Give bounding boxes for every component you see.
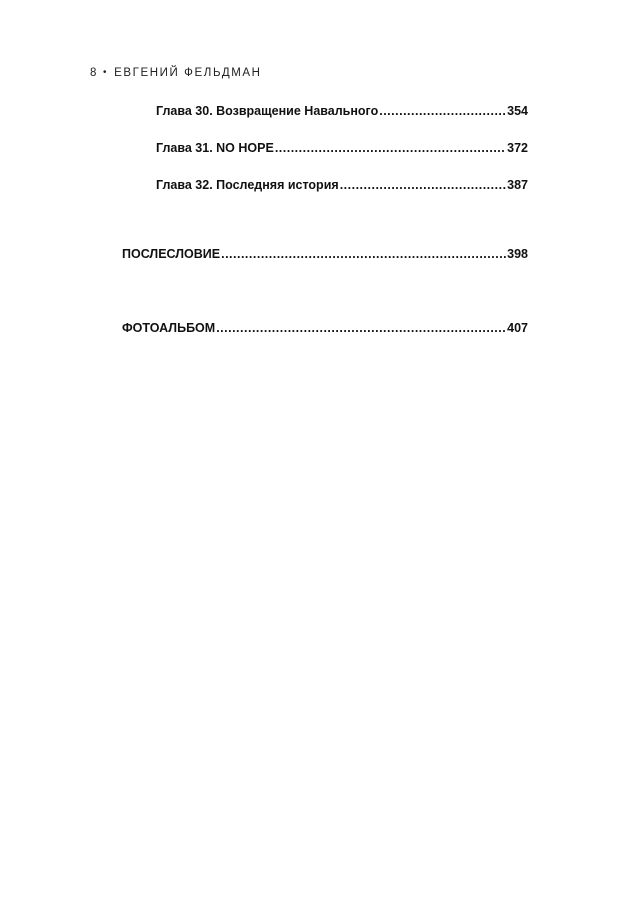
running-head (90, 67, 262, 79)
toc-entry-title: Глава 32. Последняя история (156, 178, 339, 192)
toc-entry-page: 354 (507, 104, 528, 118)
page-number: 8 (90, 67, 98, 79)
toc-entry-chapter-32[interactable] (156, 178, 528, 192)
dot-leader (275, 141, 506, 155)
dot-leader (379, 104, 506, 118)
toc-entry-chapter-30[interactable] (156, 104, 528, 118)
dot-leader (221, 247, 506, 261)
dot-leader (216, 321, 506, 335)
toc-entry-page: 372 (507, 141, 528, 155)
toc-entry-page: 407 (507, 321, 528, 335)
dot-leader (340, 178, 506, 192)
toc-entry-title: ПОСЛЕСЛОВИЕ (122, 247, 221, 261)
toc-entry-title: ФОТОАЛЬБОМ (122, 321, 216, 335)
toc-entry-chapter-31[interactable] (156, 141, 528, 155)
toc-entry-page: 387 (507, 178, 528, 192)
toc-entry-afterword[interactable] (122, 247, 528, 261)
author-name: ЕВГЕНИЙ ФЕЛЬДМАН (114, 67, 262, 79)
toc-entry-page: 398 (507, 247, 528, 261)
toc-entry-title: Глава 30. Возвращение Навального (156, 104, 379, 118)
toc-entry-title: Глава 31. NO HOPE (156, 141, 274, 155)
toc-entry-photo-album[interactable] (122, 321, 528, 335)
separator-dot: • (103, 67, 109, 78)
